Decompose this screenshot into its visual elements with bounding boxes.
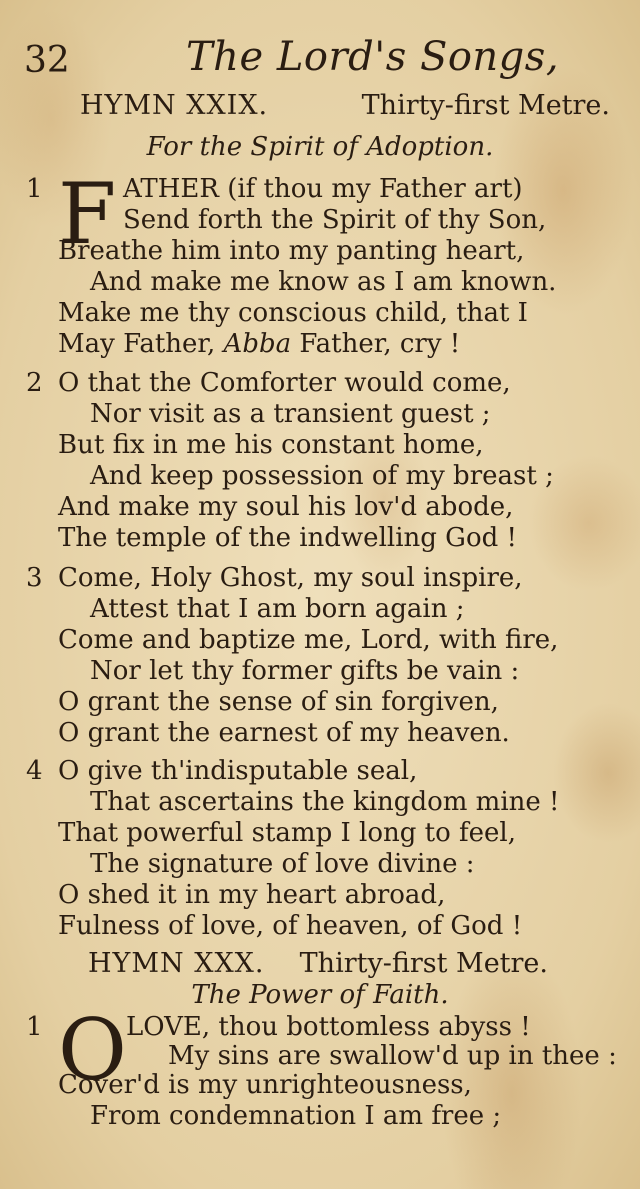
verse-line: O grant the earnest of my heaven.: [58, 718, 510, 748]
stanza-number: 4: [26, 756, 43, 786]
line-text: Father, cry !: [299, 329, 461, 359]
drop-cap: F: [58, 165, 117, 263]
verse-line: O shed it in my heart abroad,: [58, 880, 446, 910]
line-text: May Father,: [58, 329, 216, 359]
verse-line-last: [58, 329, 460, 360]
hymn-30-number: HYMN XXX.: [88, 948, 265, 979]
stanza-number: 1: [26, 174, 43, 204]
verse-line: But fix in me his constant home,: [58, 430, 484, 460]
verse-line: Breathe him into my panting heart,: [58, 236, 525, 266]
verse-line: Make me thy conscious child, that I: [58, 298, 528, 328]
verse-line: My sins are swallow'd up in thee :: [168, 1041, 617, 1071]
page-number: 32: [24, 40, 70, 81]
verse-line: Fulness of love, of heaven, of God !: [58, 911, 523, 941]
verse-line: The signature of love divine :: [90, 849, 475, 879]
verse-line: And make my soul his lov'd abode,: [58, 492, 514, 522]
verse-line: The temple of the indwelling God !: [58, 523, 517, 553]
verse-line: Cover'd is my unrighteousness,: [58, 1070, 472, 1100]
running-title: The Lord's Songs,: [186, 34, 560, 80]
stanza-number: 3: [26, 563, 43, 593]
hymn-29-metre: Thirty-first Metre.: [361, 90, 610, 121]
verse-line: That ascertains the kingdom mine !: [90, 787, 560, 817]
verse-line: Attest that I am born again ;: [90, 594, 465, 624]
hymn-30-subtitle: The Power of Faith.: [191, 980, 449, 1010]
verse-line: O give th'indisputable seal,: [58, 756, 418, 786]
hymn-29-number: HYMN XXIX.: [80, 90, 269, 121]
verse-line: Come and baptize me, Lord, with fire,: [58, 625, 559, 655]
verse-line: Come, Holy Ghost, my soul inspire,: [58, 563, 523, 593]
stanza-number: 2: [26, 368, 43, 398]
verse-line: Nor let thy former gifts be vain :: [90, 656, 520, 686]
verse-line: O grant the sense of sin forgiven,: [58, 687, 499, 717]
verse-line: From condemnation I am free ;: [90, 1101, 502, 1131]
italic-word: Abba: [223, 329, 292, 359]
verse-line: ATHER (if thou my Father art): [123, 174, 523, 204]
hymn-30-metre: Thirty-first Metre.: [299, 948, 548, 979]
drop-cap: O: [58, 1001, 127, 1099]
verse-line: LOVE, thou bottomless abyss !: [126, 1012, 531, 1042]
verse-line: That powerful stamp I long to feel,: [58, 818, 516, 848]
verse-line: And keep possession of my breast ;: [90, 461, 554, 491]
hymn-29-subtitle: For the Spirit of Adoption.: [146, 132, 494, 162]
verse-line: O that the Comforter would come,: [58, 368, 511, 398]
verse-line: And make me know as I am known.: [90, 267, 557, 297]
running-head: [0, 34, 640, 84]
verse-line: Send forth the Spirit of thy Son,: [123, 205, 547, 235]
stanza-number: 1: [26, 1012, 43, 1042]
verse-line: Nor visit as a transient guest ;: [90, 399, 491, 429]
